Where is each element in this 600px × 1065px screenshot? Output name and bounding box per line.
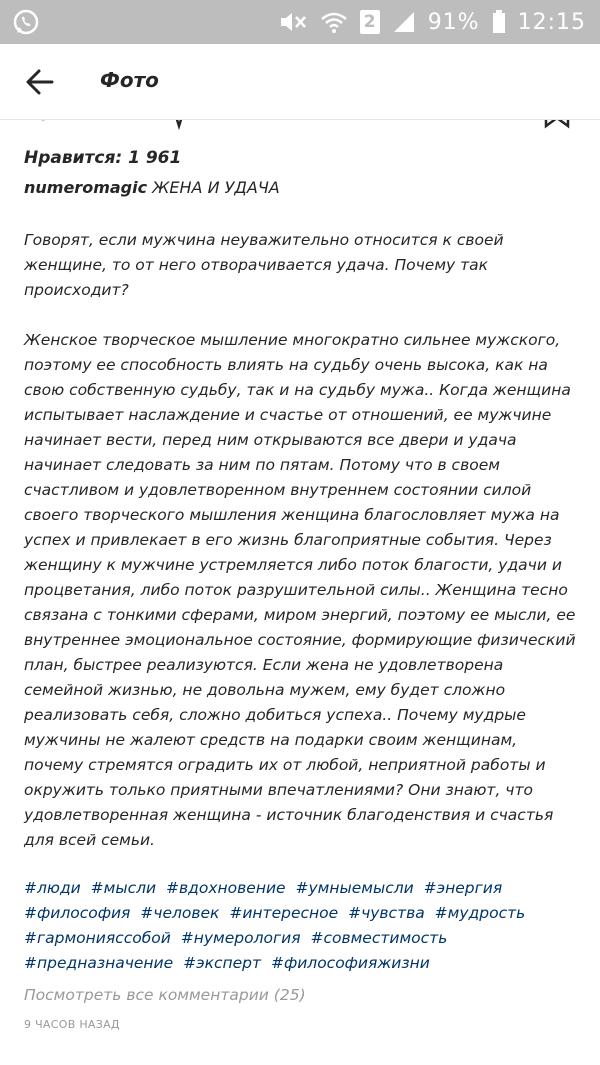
likes-count[interactable]: Нравится: 1 961 bbox=[24, 148, 182, 168]
hashtag-link[interactable]: #мысли bbox=[90, 879, 157, 897]
share-icon[interactable] bbox=[170, 120, 190, 130]
hashtag-link[interactable]: #философия bbox=[24, 904, 131, 922]
hashtag-link[interactable]: #мудрость bbox=[434, 904, 526, 922]
wifi-icon bbox=[320, 10, 348, 34]
hashtag-link[interactable]: #совместимость bbox=[310, 929, 448, 947]
app-bar bbox=[0, 44, 600, 120]
caption-header bbox=[24, 178, 280, 197]
bookmark-icon[interactable] bbox=[542, 120, 572, 130]
comment-icon[interactable] bbox=[90, 120, 130, 130]
hashtag-link[interactable]: #философияжизни bbox=[270, 954, 430, 972]
post-timestamp: 9 ЧАСОВ НАЗАД bbox=[24, 1018, 120, 1031]
hashtag-link[interactable]: #интересное bbox=[229, 904, 339, 922]
hashtag-link[interactable]: #предназначение bbox=[24, 954, 174, 972]
page-title: Фото bbox=[100, 68, 159, 92]
sim-slot-icon: 2 bbox=[360, 10, 380, 34]
hashtag-link[interactable]: #вдохновение bbox=[166, 879, 286, 897]
caption-paragraph: Говорят, если мужчина неуважительно относится к своей женщине, то от него отворачивается удача. Почему так происходит? bbox=[24, 231, 504, 299]
clock: 12:15 bbox=[517, 9, 586, 35]
back-arrow-icon[interactable] bbox=[24, 66, 56, 98]
hashtag-link[interactable]: #чувства bbox=[348, 904, 425, 922]
hashtag-link[interactable]: #эксперт bbox=[183, 954, 262, 972]
like-icon[interactable] bbox=[28, 120, 58, 130]
battery-icon bbox=[492, 10, 506, 34]
caption-title: ЖЕНА И УДАЧА bbox=[152, 178, 280, 197]
battery-percent: 91% bbox=[427, 9, 480, 35]
hashtag-link[interactable]: #энергия bbox=[423, 879, 503, 897]
whatsapp-notification-icon bbox=[12, 8, 40, 36]
caption-paragraph: Женское творческое мышление многократно сильнее мужского, поэтому ее способность влиять на судьбу очень высока, как на свою собственную судьбу, так и на судьбу мужа.. Когда женщина испытывает наслаждение и счастье от отношений, ее мужчине начинает вести, перед ним открываются все двери и удача начинает следовать за ним по пятам. Потому что в своем счастливом и удовлетворенном внутреннем состоянии силой своего творческого мышления женщина благословляет мужа на успех и привлекает в его жизнь благоприятные события. Через женщину к мужчине устремляется либо поток благости, удачи и процветания, либо поток разрушительной силы.. Женщина тесно связана с тонкими сферами, миром энергий, поэтому ее мысли, ее внутреннее эмоциональное состояние, формирующие физический план, быстрее реализуются. Если жена не удовлетворена семейной жизнью, не довольна мужем, ему будет сложно реализовать себя, сложно добиться успеха.. Почему мудрые мужчины не жалеют средств на подарки своим женщинам, почему стремятся оградить их от любой, неприятной работы и окружить только приятными впечатлениями? Они знают, что удовлетворенная женщина - источник благоденствия и счастья для всей семьи. bbox=[24, 331, 576, 849]
hashtag-list bbox=[24, 876, 580, 976]
hashtag-link[interactable]: #гармонияссобой bbox=[24, 929, 171, 947]
hashtag-link[interactable]: #люди bbox=[24, 879, 81, 897]
hashtag-link[interactable]: #нумерология bbox=[180, 929, 301, 947]
signal-icon bbox=[392, 10, 416, 34]
hashtag-link[interactable]: #человек bbox=[140, 904, 220, 922]
post-actions-row bbox=[0, 120, 600, 132]
mute-icon bbox=[278, 10, 308, 34]
view-all-comments-link[interactable]: Посмотреть все комментарии (25) bbox=[24, 986, 306, 1004]
username-link[interactable]: numeromagic bbox=[24, 178, 148, 197]
status-bar bbox=[0, 0, 600, 44]
hashtag-link[interactable]: #умныемысли bbox=[295, 879, 414, 897]
